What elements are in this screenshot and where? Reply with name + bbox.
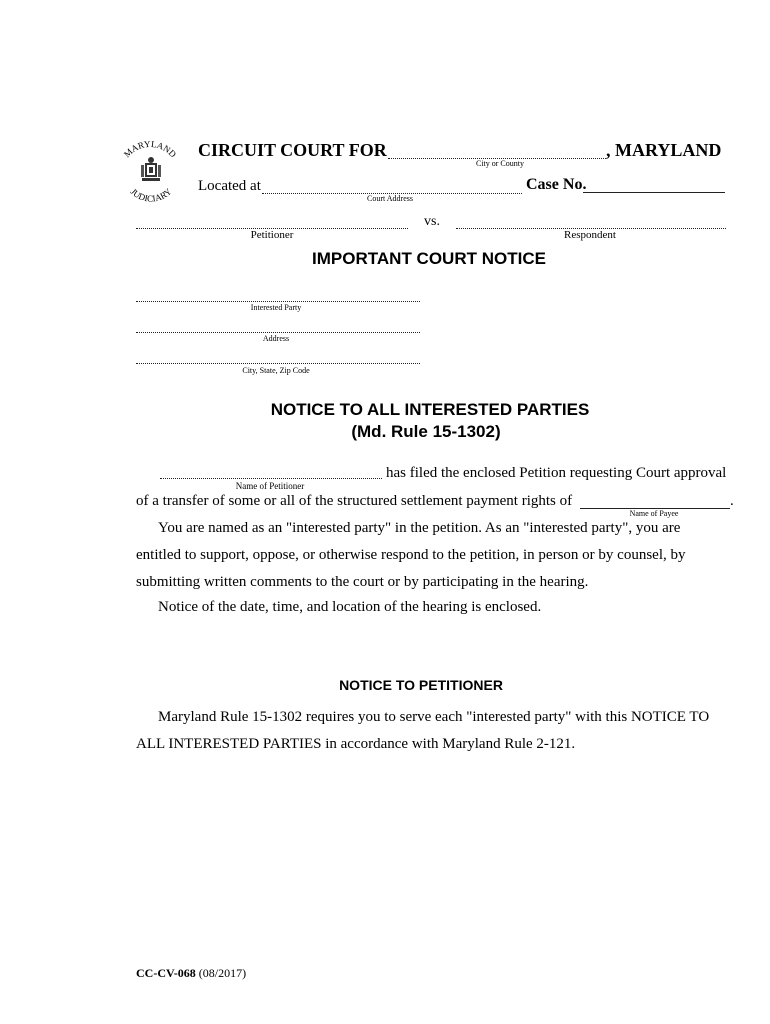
petitioner-caption: Petitioner xyxy=(250,229,294,241)
circuit-court-label: CIRCUIT COURT FOR xyxy=(198,140,387,160)
svg-text:JUDICIARY xyxy=(129,186,174,204)
interested-party-field[interactable] xyxy=(136,301,420,302)
transfer-period: . xyxy=(730,493,734,509)
seal-top-text: MARYLAND xyxy=(121,138,179,160)
page-title: IMPORTANT COURT NOTICE xyxy=(312,249,546,268)
interested-party-caption: Interested Party xyxy=(250,303,302,312)
court-address-caption: Court Address xyxy=(367,194,413,203)
city-or-county-caption: City or County xyxy=(475,159,524,168)
city-state-zip-caption: City, State, Zip Code xyxy=(242,366,310,375)
maryland-label: , MARYLAND xyxy=(606,140,722,160)
address-caption: Address xyxy=(262,334,290,343)
notice-petitioner-title: NOTICE TO PETITIONER xyxy=(339,677,503,693)
petitioner-paragraph-line1: Maryland Rule 15-1302 requires you to serve each "interested party" with this NOTICE TO xyxy=(158,709,710,725)
paragraph-hearing: Notice of the date, time, and location of the hearing is enclosed. xyxy=(158,599,542,615)
form-number-date: (08/2017) xyxy=(198,966,247,980)
form-number-code: CC-CV-068 xyxy=(136,966,196,980)
svg-text:MARYLAND xyxy=(122,139,179,160)
filed-petition-text: has filed the enclosed Petition requesting Court approval xyxy=(386,465,727,481)
maryland-judiciary-seal xyxy=(112,133,190,211)
case-no-field[interactable] xyxy=(583,192,725,193)
name-of-petitioner-caption: Name of Petitioner xyxy=(235,481,305,491)
transfer-text: of a transfer of some or all of the structured settlement payment rights of xyxy=(136,493,573,509)
notice-all-title: NOTICE TO ALL INTERESTED PARTIES xyxy=(270,400,590,419)
paragraph-interested-line3: submitting written comments to the court or by participating in the hearing. xyxy=(136,574,589,590)
city-state-zip-field[interactable] xyxy=(136,363,420,364)
form-number xyxy=(136,966,246,981)
name-of-payee-caption: Name of Payee xyxy=(629,509,679,518)
located-at-label: Located at xyxy=(198,178,261,194)
respondent-caption: Respondent xyxy=(564,229,616,241)
case-no-label: Case No. xyxy=(526,176,587,193)
petitioner-paragraph-line2: ALL INTERESTED PARTIES in accordance with Maryland Rule 2-121. xyxy=(136,736,576,752)
address-field[interactable] xyxy=(136,332,420,333)
name-of-petitioner-field[interactable] xyxy=(160,478,382,479)
paragraph-interested-line1: You are named as an "interested party" in the petition. As an "interested party", you are xyxy=(158,520,681,536)
vs-label: vs. xyxy=(424,214,440,229)
notice-all-rule: (Md. Rule 15-1302) xyxy=(351,422,501,441)
paragraph-interested-line2: entitled to support, oppose, or otherwise respond to the petition, in person or by counsel, by xyxy=(136,547,686,563)
seal-bottom-text: JUDICIARY xyxy=(128,186,174,204)
